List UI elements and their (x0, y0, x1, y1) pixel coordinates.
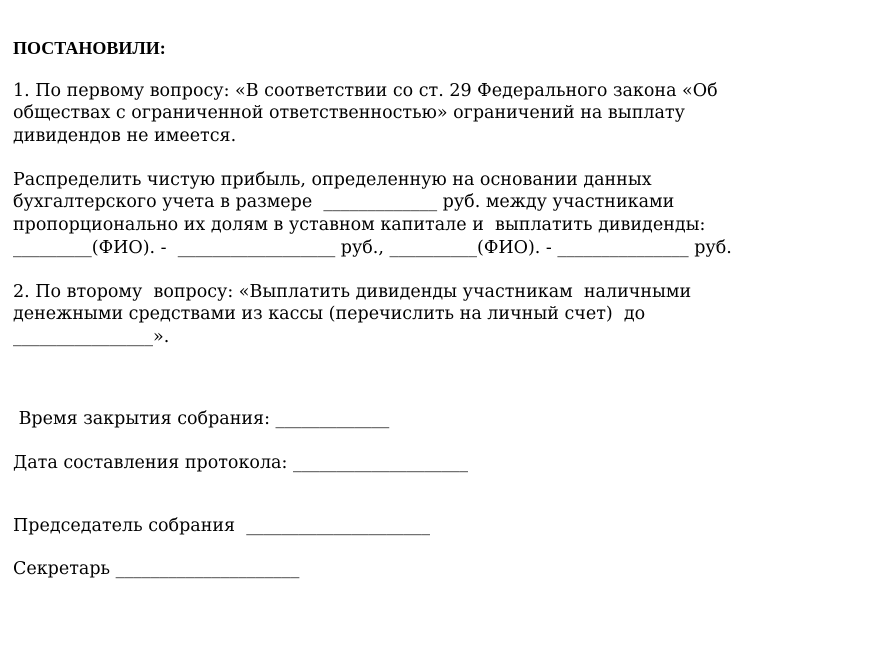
closing-time-line: Время закрытия собрания: _____________ (13, 409, 390, 429)
distribution-line-2: бухгалтерского учета в размере _____________ руб. между участниками (13, 192, 675, 212)
item-2-line-3: ________________». (13, 327, 170, 347)
decision-heading: ПОСТАНОВИЛИ: (13, 38, 166, 58)
protocol-date-line: Дата составления протокола: ____________________ (13, 453, 468, 473)
chairman-signature-line: Председатель собрания _____________________ (13, 516, 430, 536)
distribution-line-3: пропорционально их долям в уставном капитале и выплатить дивиденды: (13, 215, 706, 235)
item-2-line-2: денежными средствами из кассы (перечислить на личный счет) до (13, 304, 646, 324)
item-1-line-1: 1. По первому вопросу: «В соответствии со ст. 29 Федерального закона «Об (13, 81, 718, 101)
item-1-line-3: дивидендов не имеется. (13, 126, 237, 146)
item-1-line-2: обществах с ограниченной ответственностью» ограничений на выплату (13, 103, 685, 123)
secretary-signature-line: Секретарь _____________________ (13, 559, 300, 579)
distribution-line-4: _________(ФИО). - __________________ руб., __________(ФИО). - _______________ руб. (13, 238, 732, 258)
item-2-line-1: 2. По второму вопросу: «Выплатить дивиденды участникам наличными (13, 282, 692, 302)
distribution-line-1: Распределить чистую прибыль, определенную на основании данных (13, 170, 652, 190)
